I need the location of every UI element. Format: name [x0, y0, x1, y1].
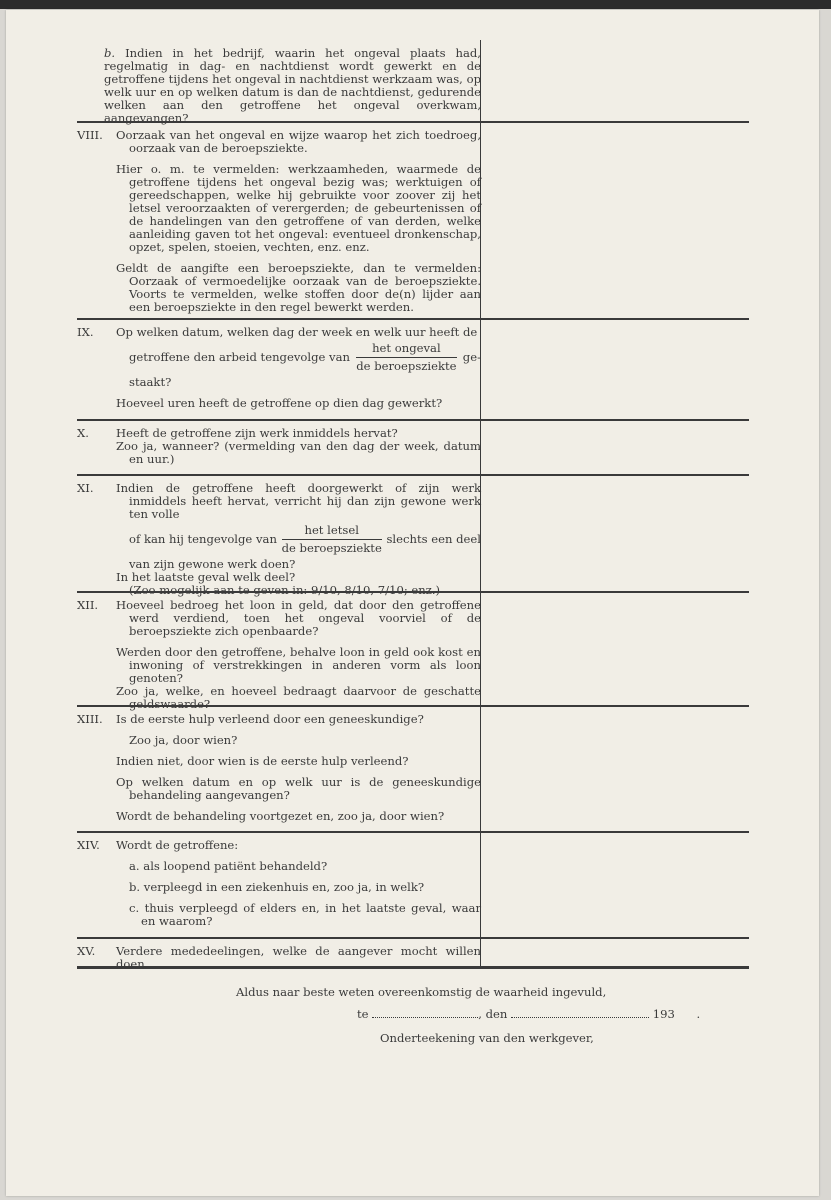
- question-viii-2: Hier o. m. te vermelden: werkzaamheden, waarmede de getroffene tijdens het ongeval bezig was; werktuigen of gereedschappen, welke hij gebruikte voor zoover zij het letsel veroorzaakten of verergerden; de gebeurtenissen of de handelingen van den getroffene of van derden, welke aanleiding gaven tot het ongeval: eventueel dronkenschap, opzet, spelen, stoeien, vechten, enz. enz.: [116, 162, 481, 254]
- place-date-line: [357, 1007, 701, 1021]
- question-ix-fraction-line: [129, 342, 481, 373]
- question-xiv-c: c. thuis verpleegd of elders en, in het laatste geval, waar en waarom?: [129, 901, 481, 928]
- separator-xv: [77, 937, 749, 939]
- question-xii-2: Werden door den getroffene, behalve loon in geld ook kost en inwoning of verstrekkingen in anderen vorm als loon genoten?: [116, 645, 481, 685]
- separator-ix: [77, 318, 749, 320]
- fraction-ongeval-beroepsziekte: [356, 342, 456, 373]
- question-xi-pre: of kan hij tengevolge van: [129, 532, 277, 546]
- fraction-bar: [356, 357, 456, 358]
- signature-label: Onderteekening van den werkgever,: [380, 1031, 594, 1045]
- question-x-2: Zoo ja, wanneer? (vermelding van den dag der week, datum en uur.): [116, 439, 481, 466]
- place-field[interactable]: [372, 1009, 478, 1018]
- section-number: XV.: [77, 944, 96, 958]
- question-ix-pre: getroffene den arbeid tengevolge van: [129, 350, 350, 364]
- section-number: VIII.: [77, 128, 103, 142]
- question-xiv-b: b. verpleegd in een ziekenhuis en, zoo ja, in welk?: [129, 880, 425, 894]
- question-ix-post: ge-: [462, 350, 481, 364]
- fraction-letsel-beroepsziekte: [282, 524, 382, 555]
- section-number: XIII.: [77, 712, 103, 726]
- section-number: XII.: [77, 598, 99, 612]
- section-number: XIV.: [77, 838, 100, 852]
- label-te: te: [357, 1007, 369, 1021]
- question-ix-line3: staakt?: [129, 375, 172, 389]
- separator-xiv: [77, 831, 749, 833]
- section-xiv: [77, 839, 481, 928]
- question-xiii-2: Zoo ja, door wien?: [129, 733, 238, 747]
- fraction-bottom: de beroepsziekte: [281, 541, 382, 555]
- question-xi-3: (Zoo mogelijk aan te geven in: 9/10, 8/10, 7/10; enz.): [129, 583, 441, 597]
- question-xi-fraction-line: [129, 524, 481, 555]
- section-xi: [77, 482, 481, 597]
- question-xi-line3: van zijn gewone werk doen?: [129, 557, 296, 571]
- question-xi-1: Indien de getroffene heeft doorgewerkt of zijn werk inmiddels heeft hervat, verricht hij dan zijn gewone werk ten volle: [116, 481, 481, 521]
- question-xiii-4: Op welken datum en op welk uur is de geneeskundige behandeling aangevangen?: [116, 775, 481, 802]
- section-xii: [77, 599, 481, 711]
- section-x: [77, 427, 481, 466]
- label-den: , den: [478, 1007, 508, 1021]
- label-year: 193: [652, 1007, 675, 1021]
- question-xiv-1: Wordt de getroffene:: [116, 838, 239, 852]
- question-xii-3: Zoo ja, welke, en hoeveel bedraagt daarvoor de geschatte geldswaarde?: [116, 684, 481, 711]
- declaration: Aldus naar beste weten overeenkomstig de waarheid ingevuld,: [236, 985, 607, 999]
- question-xiii-3: Indien niet, door wien is de eerste hulp verleend?: [116, 754, 409, 768]
- question-x-1: Heeft de getroffene zijn werk inmiddels hervat?: [116, 426, 398, 440]
- question-xv-1: Verdere mededeelingen, welke de aangever mocht willen doen.: [116, 944, 481, 971]
- date-field[interactable]: [511, 1009, 649, 1018]
- section-number: X.: [77, 426, 89, 440]
- section-xv: [77, 945, 481, 971]
- section-ix: [77, 326, 481, 410]
- section-b: [77, 47, 481, 125]
- question-viii-3: Geldt de aangifte een beroepsziekte, dan te vermelden: Oorzaak of vermoedelijke oorzaak van de beroepsziekte. Voorts te vermelden, welke stoffen door de(n) lijder aan een beroepsziekte in den regel bewerkt werden.: [116, 261, 481, 314]
- item-label-b: b.: [104, 46, 116, 60]
- section-viii: [77, 129, 481, 314]
- question-xiii-5: Wordt de behandeling voortgezet en, zoo ja, door wien?: [116, 809, 445, 823]
- question-xii-1: Hoeveel bedroeg het loon in geld, dat door den getroffene werd verdiend, toen het ongeval voorviel of de beroepsziekte zich openbaarde?: [116, 598, 481, 638]
- fraction-bottom: de beroepsziekte: [356, 359, 457, 373]
- question-xiv-a: a. als loopend patiënt behandeld?: [129, 859, 328, 873]
- fraction-top: het ongeval: [372, 341, 441, 355]
- section-number: XI.: [77, 481, 94, 495]
- question-b: [104, 47, 481, 125]
- fraction-bar: [282, 539, 382, 540]
- fraction-top: het letsel: [304, 523, 359, 537]
- separator-x: [77, 419, 749, 421]
- separator-xi: [77, 474, 749, 476]
- question-xi-2: In het laatste geval welk deel?: [116, 570, 296, 584]
- question-b-text: Indien in het bedrijf, waarin het ongeval plaats had, regelmatig in dag- en nachtdienst wordt gewerkt en de getroffene tijdens het ongeval in nachtdienst werkzaam was, op welk uur en op welken datum is dan de nachtdienst, gedurende welken aan den getroffene het ongeval overkwam, aangevangen?: [104, 46, 481, 125]
- question-xiii-1: Is de eerste hulp verleend door een geneeskundige?: [116, 712, 424, 726]
- section-number: IX.: [77, 325, 94, 339]
- question-ix-2: Hoeveel uren heeft de getroffene op dien dag gewerkt?: [116, 396, 443, 410]
- question-xi-post: slechts een deel: [386, 532, 481, 546]
- scan-top-edge: [0, 0, 831, 9]
- question-viii-1: Oorzaak van het ongeval en wijze waarop het zich toedroeg, oorzaak van de beroepsziekte.: [116, 128, 481, 155]
- section-xiii: [77, 713, 481, 823]
- question-ix-line1: Op welken datum, welken dag der week en welk uur heeft de: [116, 325, 478, 339]
- label-period: .: [696, 1007, 701, 1021]
